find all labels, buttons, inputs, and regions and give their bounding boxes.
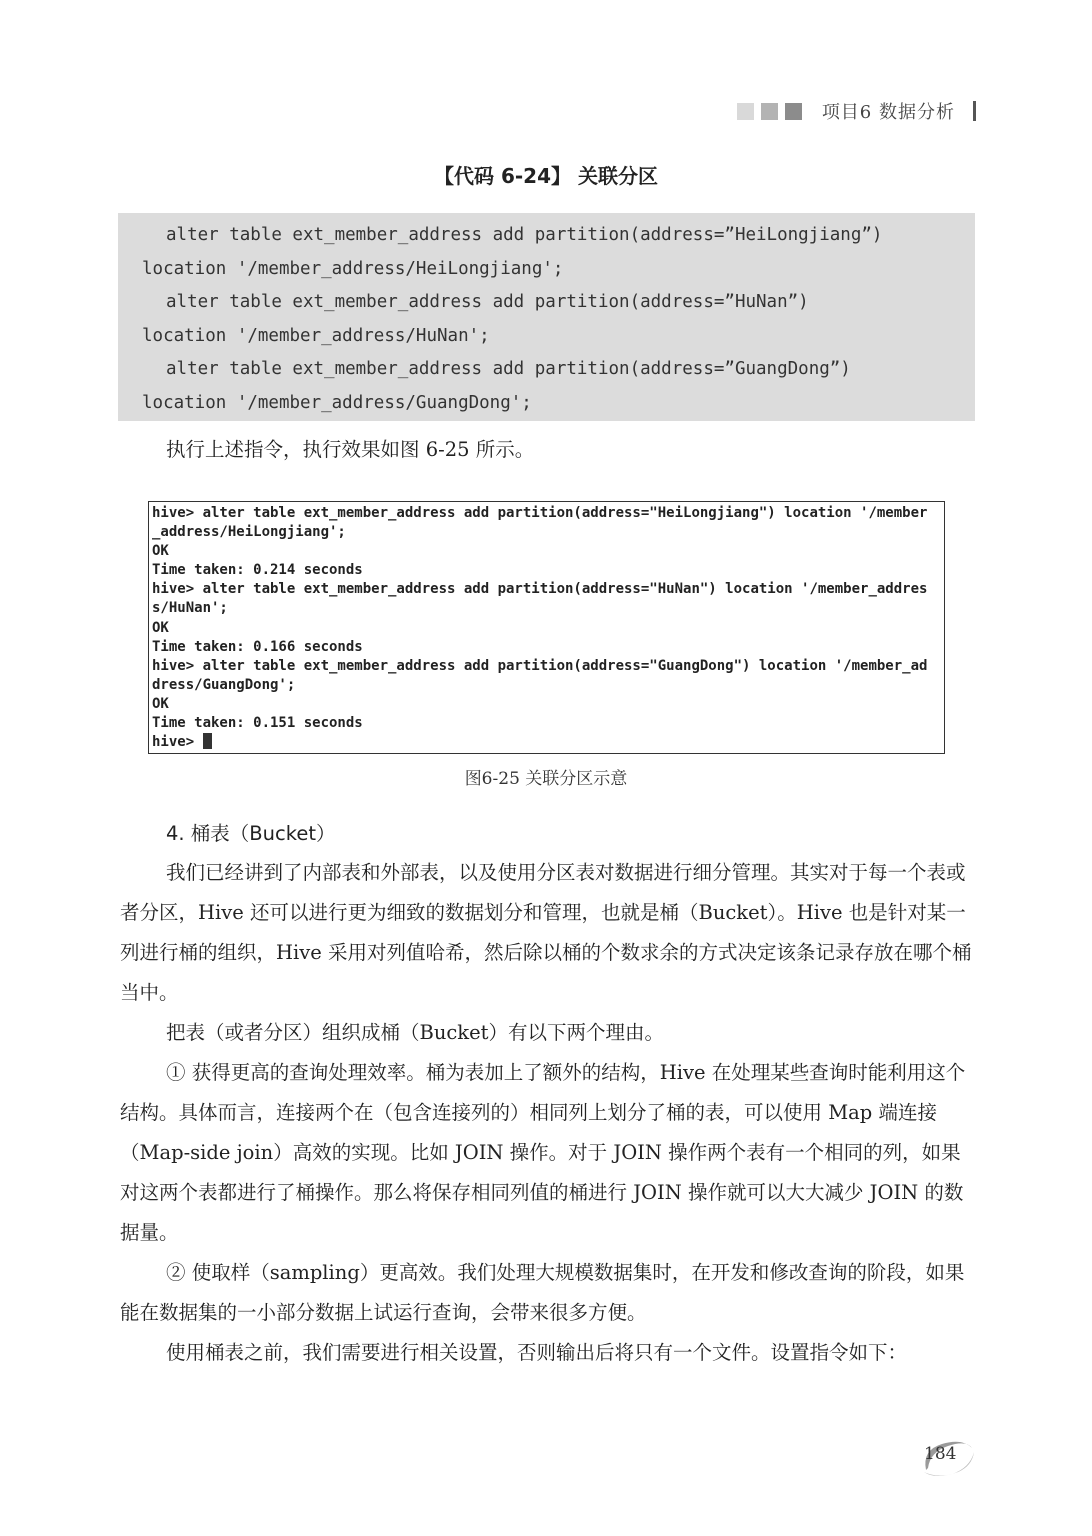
code-caption: 【代码 6-24】 关联分区: [434, 164, 658, 188]
figure-caption: 图6-25 关联分区示意: [464, 769, 628, 789]
header-square-light: [737, 103, 754, 120]
terminal-line: dress/GuangDong';: [152, 676, 296, 693]
terminal-line: s/HuNan';: [152, 600, 228, 617]
paragraph-reason-2: ② 使取样（sampling）更高效。我们处理大规模数据集时，在开发和修改查询的阶段，如果能在数据集的一小部分数据上试运行查询，会带来很多方便。: [120, 1261, 965, 1324]
code-line: alter table ext_member_address add partition(address=”HuNan”): [166, 292, 809, 312]
code-line: alter table ext_member_address add partition(address=”HeiLongjiang”): [166, 225, 883, 245]
terminal-line: Time taken: 0.151 seconds: [152, 715, 363, 732]
header-bar: [973, 101, 976, 121]
chapter-title: 项目6 数据分析: [821, 102, 955, 123]
terminal-line: hive> alter table ext_member_address add partition(address="HeiLongjiang") location '/member: [152, 505, 928, 521]
terminal-line: Time taken: 0.214 seconds: [152, 562, 363, 579]
code-line: location '/member_address/HuNan';: [142, 325, 490, 346]
terminal-prompt: hive>: [152, 734, 203, 751]
header-square-mid: [761, 103, 778, 120]
terminal-line: OK: [152, 543, 169, 560]
paragraph-settings: 使用桶表之前，我们需要进行相关设置，否则输出后将只有一个文件。设置指令如下：: [166, 1341, 908, 1364]
paragraph-reason-1: ① 获得更高的查询处理效率。桶为表加上了额外的结构，Hive 在处理某些查询时能利用这个结构。具体而言，连接两个在（包含连接列的）相同列上划分了桶的表，可以使用 Map 端连接（Map-side join）高效的实现。比如 JOIN 操作。对于 JOIN 操作两个表有一个相同的列，如果对这两个表都进行了桶操作。那么将保存相同列值的桶进行 JOIN 操作就可以大大减少 JOIN 的数据量。: [120, 1061, 966, 1244]
terminal-line: Time taken: 0.166 seconds: [152, 638, 363, 655]
intro-paragraph: 执行上述指令，执行效果如图 6-25 所示。: [166, 438, 535, 461]
code-line: location '/member_address/GuangDong';: [142, 392, 532, 413]
code-line: alter table ext_member_address add partition(address=”GuangDong”): [166, 359, 851, 379]
terminal-line: hive> alter table ext_member_address add partition(address="GuangDong") location '/member_ad: [152, 657, 928, 674]
terminal-line: _address/HeiLongjiang';: [152, 524, 346, 541]
terminal-line: OK: [152, 695, 169, 712]
paragraph-bucket-intro: 我们已经讲到了内部表和外部表，以及使用分区表对数据进行细分管理。其实对于每一个表或者分区，Hive 还可以进行更为细致的数据划分和管理，也就是桶（Bucket）。Hive 也是针对某一列进行桶的组织，Hive 采用对列值哈希，然后除以桶的个数求余的方式决定该条记录存放在哪个桶当中。: [120, 861, 972, 1004]
code-block: [118, 213, 975, 421]
terminal-screenshot: [148, 501, 945, 754]
paragraph-reasons: 把表（或者分区）组织成桶（Bucket）有以下两个理由。: [166, 1021, 665, 1044]
terminal-line: OK: [152, 619, 169, 636]
page-number-text: 184: [924, 1444, 957, 1464]
code-line: location '/member_address/HeiLongjiang';: [142, 258, 564, 279]
terminal-line: hive> alter table ext_member_address add partition(address="HuNan") location '/member_addres: [152, 581, 928, 598]
running-header: [737, 100, 976, 122]
page-number: [918, 1436, 978, 1480]
terminal-prompt-line: [152, 733, 944, 752]
header-square-dark: [785, 103, 802, 120]
section-heading: 4. 桶表（Bucket）: [166, 822, 336, 845]
cursor-block: [203, 733, 212, 749]
